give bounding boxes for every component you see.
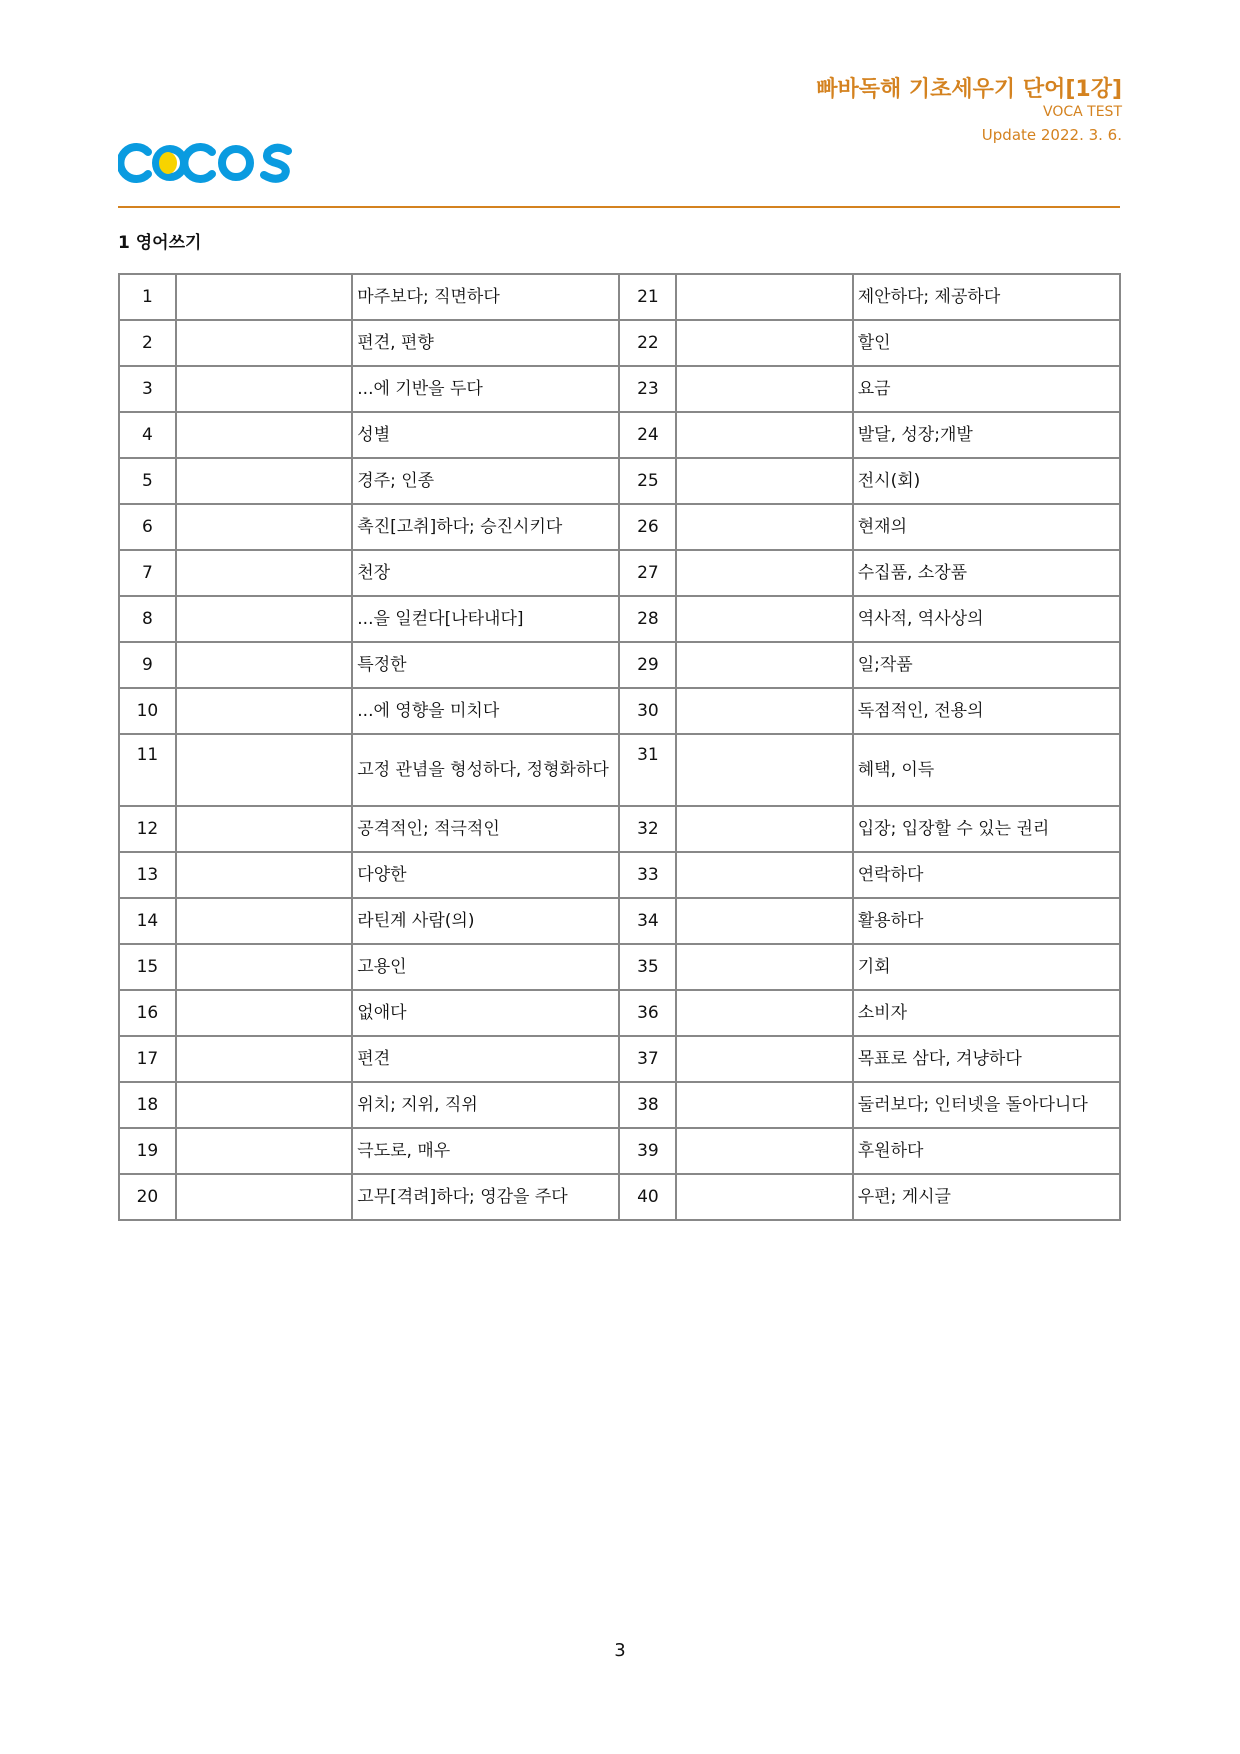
number-cell: 25 — [619, 458, 676, 504]
meaning-cell: 연락하다 — [853, 852, 1120, 898]
table-row — [119, 734, 1120, 806]
document-title: 빠바독해 기초세우기 단어[1강] — [816, 77, 1122, 102]
number-cell: 10 — [119, 688, 176, 734]
answer-blank[interactable] — [176, 458, 352, 504]
number-cell: 27 — [619, 550, 676, 596]
number-cell: 35 — [619, 944, 676, 990]
answer-blank[interactable] — [676, 944, 852, 990]
answer-blank[interactable] — [176, 898, 352, 944]
number-cell: 16 — [119, 990, 176, 1036]
table-row — [119, 688, 1120, 734]
meaning-cell: 일;작품 — [853, 642, 1120, 688]
answer-blank[interactable] — [676, 504, 852, 550]
meaning-cell: 극도로, 매우 — [352, 1128, 619, 1174]
number-cell: 39 — [619, 1128, 676, 1174]
meaning-cell: ...에 기반을 두다 — [352, 366, 619, 412]
answer-blank[interactable] — [676, 642, 852, 688]
meaning-cell: 목표로 삼다, 겨냥하다 — [853, 1036, 1120, 1082]
number-cell: 6 — [119, 504, 176, 550]
table-row — [119, 642, 1120, 688]
answer-blank[interactable] — [176, 550, 352, 596]
meaning-cell: 활용하다 — [853, 898, 1120, 944]
meaning-cell: 없애다 — [352, 990, 619, 1036]
number-cell: 21 — [619, 274, 676, 320]
answer-blank[interactable] — [176, 1174, 352, 1220]
meaning-cell: 전시(회) — [853, 458, 1120, 504]
number-cell: 2 — [119, 320, 176, 366]
answer-blank[interactable] — [176, 1128, 352, 1174]
number-cell: 32 — [619, 806, 676, 852]
number-cell: 33 — [619, 852, 676, 898]
meaning-cell: 천장 — [352, 550, 619, 596]
meaning-cell: 입장; 입장할 수 있는 권리 — [853, 806, 1120, 852]
number-cell: 37 — [619, 1036, 676, 1082]
number-cell: 7 — [119, 550, 176, 596]
answer-blank[interactable] — [176, 688, 352, 734]
number-cell: 36 — [619, 990, 676, 1036]
meaning-cell: 고무[격려]하다; 영감을 주다 — [352, 1174, 619, 1220]
meaning-cell: ...에 영향을 미치다 — [352, 688, 619, 734]
meaning-cell: 역사적, 역사상의 — [853, 596, 1120, 642]
answer-blank[interactable] — [676, 898, 852, 944]
meaning-cell: 둘러보다; 인터넷을 돌아다니다 — [853, 1082, 1120, 1128]
answer-blank[interactable] — [676, 852, 852, 898]
number-cell: 17 — [119, 1036, 176, 1082]
number-cell: 34 — [619, 898, 676, 944]
answer-blank[interactable] — [176, 274, 352, 320]
table-row — [119, 320, 1120, 366]
meaning-cell: 라틴계 사람(의) — [352, 898, 619, 944]
answer-blank[interactable] — [176, 734, 352, 806]
answer-blank[interactable] — [676, 412, 852, 458]
number-cell: 18 — [119, 1082, 176, 1128]
table-row — [119, 944, 1120, 990]
answer-blank[interactable] — [676, 806, 852, 852]
answer-blank[interactable] — [176, 1082, 352, 1128]
answer-blank[interactable] — [676, 550, 852, 596]
document-subtitle: VOCA TEST — [1043, 104, 1122, 120]
number-cell: 24 — [619, 412, 676, 458]
number-cell: 14 — [119, 898, 176, 944]
number-cell: 19 — [119, 1128, 176, 1174]
page-number: 3 — [614, 1640, 626, 1661]
number-cell: 20 — [119, 1174, 176, 1220]
answer-blank[interactable] — [676, 990, 852, 1036]
answer-blank[interactable] — [676, 274, 852, 320]
answer-blank[interactable] — [176, 1036, 352, 1082]
meaning-cell: ...을 일컫다[나타내다] — [352, 596, 619, 642]
answer-blank[interactable] — [176, 852, 352, 898]
meaning-cell: 요금 — [853, 366, 1120, 412]
meaning-cell: 경주; 인종 — [352, 458, 619, 504]
table-row — [119, 412, 1120, 458]
answer-blank[interactable] — [176, 642, 352, 688]
number-cell: 31 — [619, 734, 676, 806]
table-row — [119, 366, 1120, 412]
table-row — [119, 1128, 1120, 1174]
table-row — [119, 1174, 1120, 1220]
number-cell: 30 — [619, 688, 676, 734]
table-row — [119, 596, 1120, 642]
meaning-cell: 혜택, 이득 — [853, 734, 1120, 806]
answer-blank[interactable] — [676, 1036, 852, 1082]
number-cell: 12 — [119, 806, 176, 852]
meaning-cell: 공격적인; 적극적인 — [352, 806, 619, 852]
section-title: 1 영어쓰기 — [118, 233, 202, 253]
number-cell: 5 — [119, 458, 176, 504]
number-cell: 4 — [119, 412, 176, 458]
vocab-table — [118, 273, 1121, 1221]
meaning-cell: 발달, 성장;개발 — [853, 412, 1120, 458]
table-row — [119, 274, 1120, 320]
number-cell: 11 — [119, 734, 176, 806]
table-row — [119, 550, 1120, 596]
number-cell: 26 — [619, 504, 676, 550]
meaning-cell: 다양한 — [352, 852, 619, 898]
meaning-cell: 우편; 게시글 — [853, 1174, 1120, 1220]
answer-blank[interactable] — [676, 458, 852, 504]
table-row — [119, 1036, 1120, 1082]
meaning-cell: 제안하다; 제공하다 — [853, 274, 1120, 320]
table-row — [119, 806, 1120, 852]
meaning-cell: 현재의 — [853, 504, 1120, 550]
answer-blank[interactable] — [176, 320, 352, 366]
answer-blank[interactable] — [676, 734, 852, 806]
number-cell: 15 — [119, 944, 176, 990]
header-divider — [118, 206, 1120, 208]
answer-blank[interactable] — [676, 1128, 852, 1174]
answer-blank[interactable] — [176, 806, 352, 852]
meaning-cell: 독점적인, 전용의 — [853, 688, 1120, 734]
meaning-cell: 후원하다 — [853, 1128, 1120, 1174]
answer-blank[interactable] — [676, 596, 852, 642]
answer-blank[interactable] — [176, 596, 352, 642]
meaning-cell: 편견 — [352, 1036, 619, 1082]
meaning-cell: 수집품, 소장품 — [853, 550, 1120, 596]
meaning-cell: 소비자 — [853, 990, 1120, 1036]
number-cell: 1 — [119, 274, 176, 320]
meaning-cell: 촉진[고취]하다; 승진시키다 — [352, 504, 619, 550]
meaning-cell: 성별 — [352, 412, 619, 458]
number-cell: 38 — [619, 1082, 676, 1128]
answer-blank[interactable] — [176, 944, 352, 990]
answer-blank[interactable] — [676, 688, 852, 734]
meaning-cell: 편견, 편향 — [352, 320, 619, 366]
answer-blank[interactable] — [176, 504, 352, 550]
meaning-cell: 고용인 — [352, 944, 619, 990]
cocos-logo — [118, 142, 298, 188]
meaning-cell: 마주보다; 직면하다 — [352, 274, 619, 320]
meaning-cell: 기회 — [853, 944, 1120, 990]
number-cell: 29 — [619, 642, 676, 688]
answer-blank[interactable] — [676, 1174, 852, 1220]
answer-blank[interactable] — [676, 320, 852, 366]
number-cell: 13 — [119, 852, 176, 898]
answer-blank[interactable] — [676, 366, 852, 412]
table-row — [119, 898, 1120, 944]
meaning-cell: 할인 — [853, 320, 1120, 366]
number-cell: 28 — [619, 596, 676, 642]
answer-blank[interactable] — [176, 366, 352, 412]
answer-blank[interactable] — [176, 990, 352, 1036]
number-cell: 23 — [619, 366, 676, 412]
meaning-cell: 위치; 지위, 직위 — [352, 1082, 619, 1128]
number-cell: 22 — [619, 320, 676, 366]
table-row — [119, 990, 1120, 1036]
number-cell: 3 — [119, 366, 176, 412]
answer-blank[interactable] — [176, 412, 352, 458]
answer-blank[interactable] — [676, 1082, 852, 1128]
number-cell: 9 — [119, 642, 176, 688]
number-cell: 40 — [619, 1174, 676, 1220]
table-row — [119, 458, 1120, 504]
update-date: Update 2022. 3. 6. — [981, 126, 1122, 144]
number-cell: 8 — [119, 596, 176, 642]
meaning-cell: 특정한 — [352, 642, 619, 688]
table-row — [119, 504, 1120, 550]
table-row — [119, 1082, 1120, 1128]
meaning-cell: 고정 관념을 형성하다, 정형화하다 — [352, 734, 619, 806]
table-row — [119, 852, 1120, 898]
